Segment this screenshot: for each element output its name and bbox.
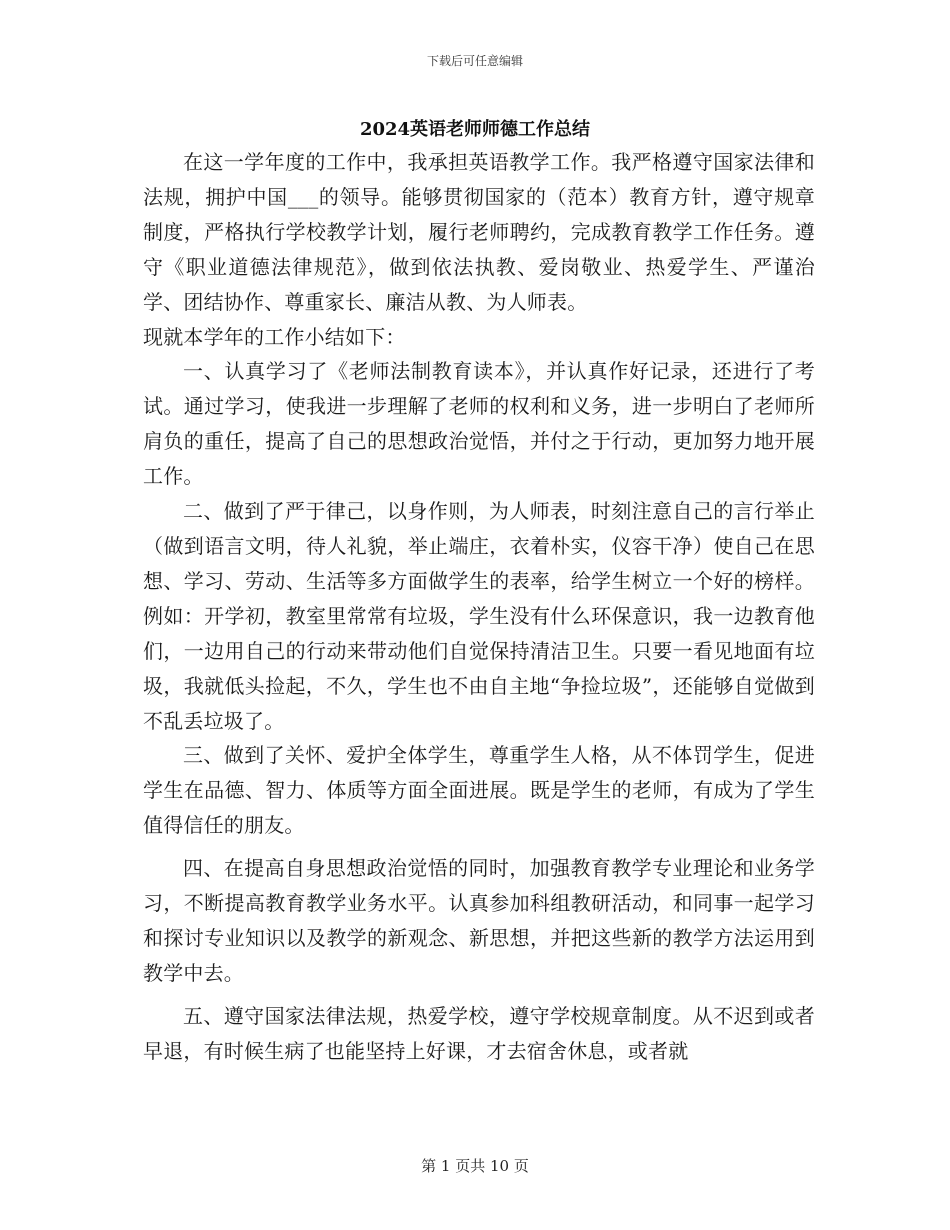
paragraph-section-2: 二、做到了严于律己，以身作则，为人师表，时刻注意自己的言行举止（做到语言文明，待人礼貌，举止端庄，衣着朴实，仪容干净）使自己在思想、学习、劳动、生活等多方面做学生的表率，给学生树立一个好的榜样。例如：开学初，教室里常常有垃圾，学生没有什么环保意识，我一边教育他们，一边用自己的行动来带动他们自觉保持清洁卫生。只要一看见地面有垃圾，我就低头捡起，不久，学生也不由自主地“争捡垃圾”，还能够自觉做到不乱丢垃圾了。 (143, 499, 815, 733)
paragraph-intro: 在这一学年度的工作中，我承担英语教学工作。我严格遵守国家法律和法规，拥护中国___的领导。能够贯彻国家的（范本）教育方针，遵守规章制度，严格执行学校教学计划，履行老师聘约，完成教育教学工作任务。遵守《职业道德法律规范》，做到依法执教、爱岗敬业、热爱学生、严谨治学、团结协作、尊重家长、廉洁从教、为人师表。 (143, 150, 815, 314)
document-title: 2024英语老师师德工作总结 (359, 119, 591, 140)
paragraph-section-5: 五、遵守国家法律法规，热爱学校，遵守学校规章制度。从不迟到或者早退，有时候生病了也能坚持上好课，才去宿舍休息，或者就 (143, 1003, 815, 1063)
header-note: 下载后可任意编辑 (426, 54, 523, 68)
paragraph-section-4: 四、在提高自身思想政治觉悟的同时，加强教育教学专业理论和业务学习，不断提高教育教学业务水平。认真参加科组教研活动，和同事一起学习和探讨专业知识以及教学的新观念、新思想，并把这些新的教学方法运用到教学中去。 (143, 856, 815, 985)
paragraph-section-1: 一、认真学习了《老师法制教育读本》，并认真作好记录，还进行了考试。通过学习，使我进一步理解了老师的权利和义务，进一步明白了老师所肩负的重任，提高了自己的思想政治觉悟，并付之于行动，更加努力地开展工作。 (143, 359, 815, 489)
paragraph-section-3: 三、做到了关怀、爱护全体学生，尊重学生人格，从不体罚学生，促进学生在品德、智力、体质等方面全面进展。既是学生的老师，有成为了学生值得信任的朋友。 (143, 743, 815, 838)
paragraph-summary-lead: 现就本学年的工作小结如下： (143, 324, 406, 349)
document-body (143, 145, 815, 1069)
page-number: 第 1 页共 10 页 (421, 1157, 529, 1175)
